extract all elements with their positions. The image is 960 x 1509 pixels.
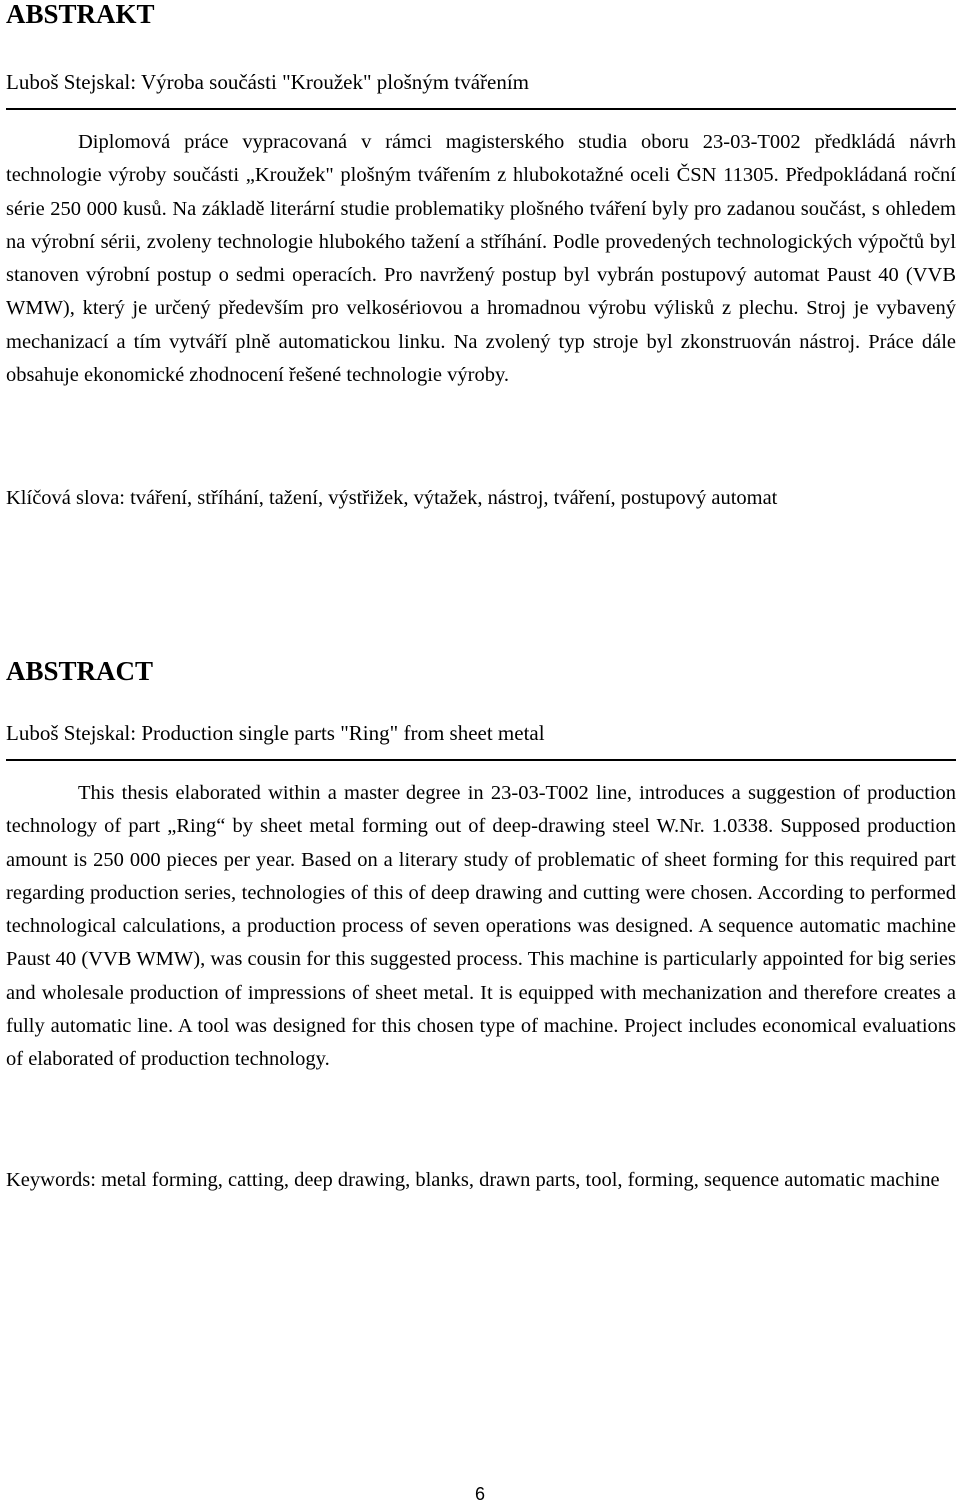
english-thesis-title: Luboš Stejskal: Production single parts "Ring" from sheet metal	[6, 721, 956, 761]
czech-thesis-title: Luboš Stejskal: Výroba součásti "Kroužek" plošným tvářením	[6, 70, 956, 110]
czech-keywords: Klíčová slova: tváření, stříhání, tažení, výstřižek, výtažek, nástroj, tváření, postupový automat	[6, 487, 778, 509]
czech-abstract-paragraph: Diplomová práce vypracovaná v rámci magisterského studia oboru 23-03-T002 předkládá návrh technologie výroby součásti „Kroužek" plošným tvářením z hlubokotažné oceli ČSN 11305. Předpokládaná roční série 250 000 kusů. Na základě literární studie problematiky plošného tváření byly pro zadanou součást, s ohledem na výrobní sérii, zvoleny technologie hlubokého tažení a stříhání. Podle provedených technologických výpočtů byl stanoven výrobní postup o sedmi operacích. Pro navržený postup byl vybrán postupový automat Paust 40 (VVB WMW), který je určený především pro velkosériovou a hromadnou výrobu výlisků z plechu. Stroj je vybavený mechanizací a tím vytváří plně automatickou linku. Na zvolený typ stroje byl zkonstruován nástroj. Práce dále obsahuje ekonomické zhodnocení řešené technologie výroby.	[6, 131, 956, 387]
czech-abstract-heading: ABSTRAKT	[6, 0, 155, 29]
english-abstract-heading: ABSTRACT	[6, 656, 154, 686]
page-number: 6	[474, 1484, 485, 1504]
english-abstract-paragraph: This thesis elaborated within a master degree in 23-03-T002 line, introduces a suggestion of production technology of part „Ring“ by sheet metal forming out of deep-drawing steel W.Nr. 1.0338. Supposed production amount is 250 000 pieces per year. Based on a literary study of problematic of sheet forming for this required part regarding production series, technologies of this of deep drawing and cutting were chosen. According to performed technological calculations, a production process of seven operations was designed. A sequence automatic machine Paust 40 (VVB WMW), was cousin for this suggested process. This machine is particularly appointed for big series and wholesale production of impressions of sheet metal. It is equipped with mechanization and therefore creates a fully automatic line. A tool was designed for this chosen type of machine. Project includes economical evaluations of elaborated of production technology.	[6, 782, 956, 1071]
english-keywords: Keywords: metal forming, catting, deep drawing, blanks, drawn parts, tool, forming, sequence automatic machine	[6, 1169, 940, 1191]
